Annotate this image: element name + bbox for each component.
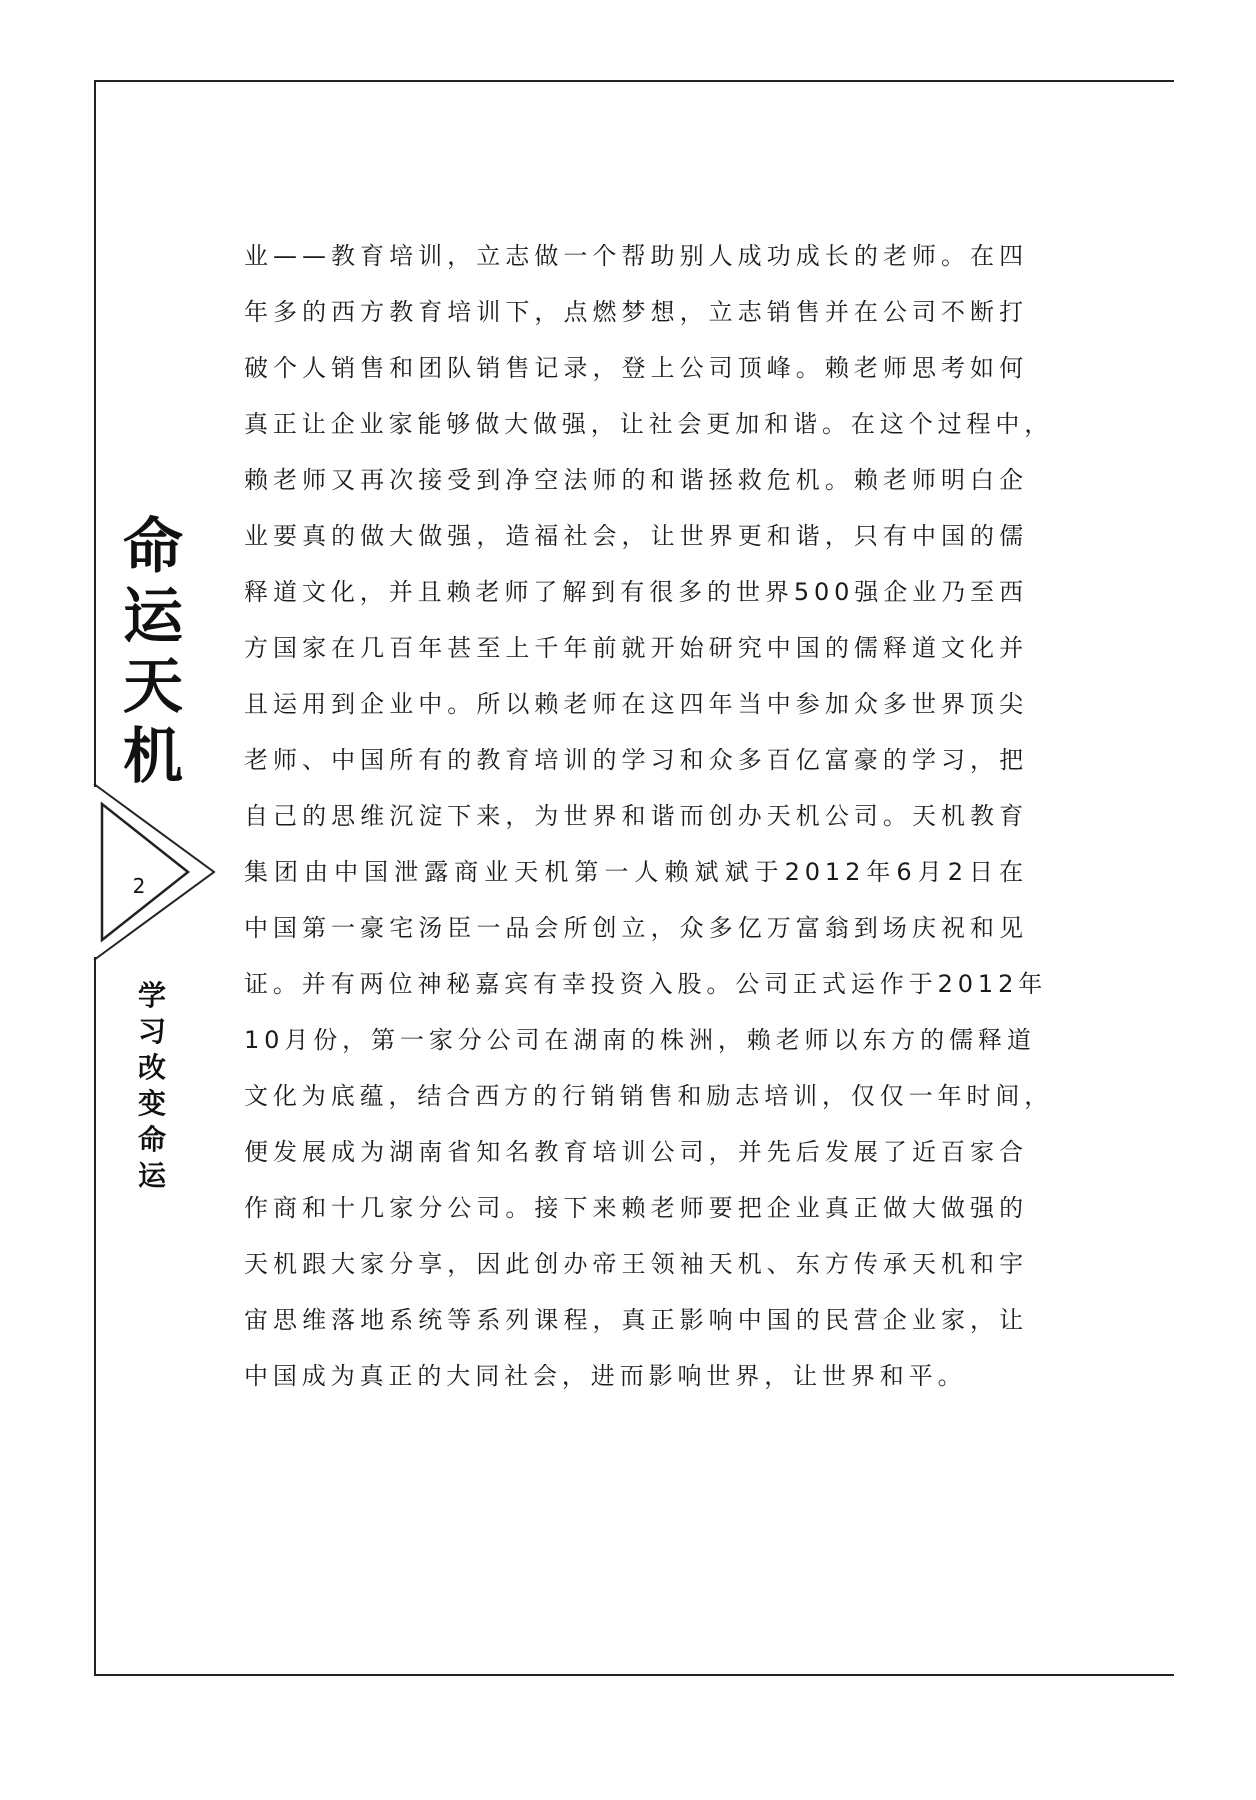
body-paragraph: [244, 228, 1054, 1404]
book-title-char: 天: [123, 652, 183, 722]
body-line: 释道文化，并且赖老师了解到有很多的世界500强企业乃至西: [244, 578, 1028, 606]
body-line: 破个人销售和团队销售记录，登上公司顶峰。赖老师思考如何: [244, 354, 1028, 382]
body-line: 方国家在几百年甚至上千年前就开始研究中国的儒释道文化并: [244, 634, 1028, 662]
body-line: 业——教育培训，立志做一个帮助别人成功成长的老师。在四: [244, 242, 1028, 270]
page-number: 2: [132, 874, 146, 898]
body-line: 年多的西方教育培训下，点燃梦想，立志销售并在公司不断打: [244, 298, 1028, 326]
body-line: 集团由中国泄露商业天机第一人赖斌斌于2012年6月2日在: [244, 858, 1028, 886]
section-title-char: 变: [137, 1087, 166, 1120]
body-line: 作商和十几家分公司。接下来赖老师要把企业真正做大做强的: [244, 1194, 1028, 1222]
section-title-char: 学: [137, 979, 166, 1012]
body-line: 中国第一豪宅汤臣一品会所创立，众多亿万富翁到场庆祝和见: [244, 914, 1028, 942]
book-title-vertical: [118, 512, 188, 792]
body-line: 且运用到企业中。所以赖老师在这四年当中参加众多世界顶尖: [244, 690, 1028, 718]
book-title-char: 运: [123, 582, 183, 652]
page-frame-bottom-rule: [94, 1674, 1174, 1676]
section-title-char: 改: [137, 1051, 166, 1084]
body-line: 宙思维落地系统等系列课程，真正影响中国的民营企业家，让: [244, 1306, 1028, 1334]
page-number-tab-arrow: [80, 780, 220, 965]
book-title-char: 机: [123, 722, 183, 792]
book-title-char: 命: [123, 512, 183, 582]
body-line: 中国成为真正的大同社会，进而影响世界，让世界和平。: [244, 1362, 967, 1390]
body-line: 老师、中国所有的教育培训的学习和众多百亿富豪的学习，把: [244, 746, 1028, 774]
body-line: 10月份，第一家分公司在湖南的株洲，赖老师以东方的儒释道: [244, 1026, 1036, 1054]
page-frame-left-rule-lower: [94, 957, 96, 1675]
body-line: 业要真的做大做强，造福社会，让世界更和谐，只有中国的儒: [244, 522, 1028, 550]
section-title-char: 习: [137, 1015, 166, 1048]
body-line: 赖老师又再次接受到净空法师的和谐拯救危机。赖老师明白企: [244, 466, 1028, 494]
body-line: 证。并有两位神秘嘉宾有幸投资入股。公司正式运作于2012年: [244, 970, 1048, 998]
body-line: 便发展成为湖南省知名教育培训公司，并先后发展了近百家合: [244, 1138, 1028, 1166]
body-line: 天机跟大家分享，因此创办帝王领袖天机、东方传承天机和宇: [244, 1250, 1028, 1278]
page-frame-left-rule-upper: [94, 80, 96, 787]
section-title-char: 运: [137, 1159, 166, 1192]
body-line: 文化为底蕴，结合西方的行销销售和励志培训，仅仅一年时间，: [244, 1082, 1054, 1110]
section-title-char: 命: [137, 1123, 166, 1156]
body-line: 自己的思维沉淀下来，为世界和谐而创办天机公司。天机教育: [244, 802, 1028, 830]
section-title-vertical: [134, 978, 170, 1194]
page-frame-top-rule: [94, 80, 1174, 82]
body-line: 真正让企业家能够做大做强，让社会更加和谐。在这个过程中，: [244, 410, 1054, 438]
